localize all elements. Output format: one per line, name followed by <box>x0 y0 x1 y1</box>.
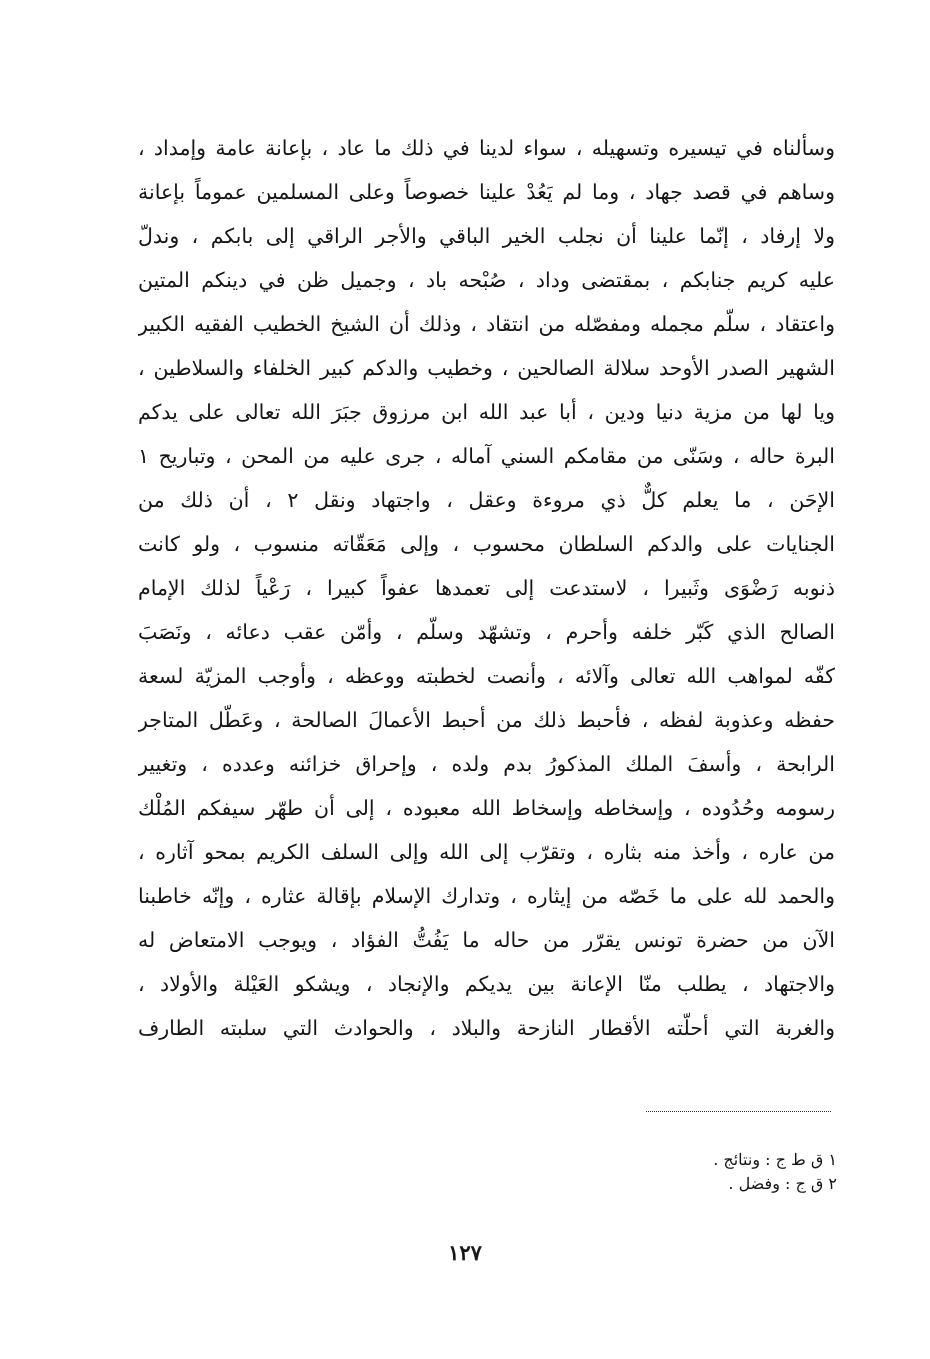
text-line: الجنايات على والدكم السلطان محسوب ، وإلى مَعَقّاته منسوب ، ولو كانت <box>138 532 835 556</box>
text-line: الآن من حضرة تونس يقرّر من حاله ما يَفُتُّ الفؤاد ، ويوجب الامتعاض له <box>138 928 835 952</box>
text-line: والغربة التي أحلّته الأقطار النازحة والبلاد ، والحوادث التي سلبته الطارف <box>138 1016 835 1040</box>
text-line: ويا لها من مزية دنيا ودين ، أبا عبد الله ابن مرزوق جبَرَ الله تعالى على يدكم <box>138 400 835 424</box>
text-line: الإحَن ، ما يعلم كلٌّ ذي مروءة وعقل ، واجتهاد ونقل ٢ ، أن ذلك من <box>138 488 835 512</box>
text-line: البرة حاله ، وسَنّى من مقامكم السني آماله ، جرى عليه من المحن ، وتباريح ١ <box>138 444 835 468</box>
text-line: ذنوبه رَضْوَى وثَبيرا ، لاستدعت إلى تعمدها عفواً كبيرا ، رَعْياً لذلك الإمام <box>138 576 835 600</box>
text-line: الصالح الذي كَبّر خلفه وأحرم ، وتشهّد وسلّم ، وأمّن عقب دعائه ، ونَصَبَ <box>138 620 835 644</box>
text-line: الشهير الصدر الأوحد سلالة الصالحين ، وخطيب والدكم كبير الخلفاء والسلاطين ، <box>138 356 835 380</box>
text-line: واعتقاد ، سلّم مجمله ومفصّله من انتقاد ، وذلك أن الشيخ الخطيب الفقيه الكبير <box>138 312 835 336</box>
text-line: الرابحة ، وأسفَ الملك المذكورُ بدم ولده ، وإحراق خزائنه وعدده ، وتغيير <box>138 752 835 776</box>
footnotes <box>537 1148 837 1196</box>
text-line: ولا إرفاد ، إنّما علينا أن نجلب الخير الباقي والأجر الراقي إلى بابكم ، وندلّ <box>138 224 835 248</box>
text-line: كفّه لمواهب الله تعالى وآلائه ، وأنصت لخطبته ووعظه ، وأوجب المزيّة لسعة <box>138 664 835 688</box>
footnote: ١ ق ط ج : ونتائج . <box>713 1150 837 1169</box>
page-number: ١٢٧ <box>448 1240 482 1265</box>
text-line: عليه كريم جنابكم ، بمقتضى وداد ، صُبْحه باد ، وجميل ظن في دينكم المتين <box>138 268 835 292</box>
text-line: وساهم في قصد جهاد ، وما لم يَعُدْ علينا خصوصاً وعلى المسلمين عموماً بإعانة <box>138 180 835 204</box>
text-line: من عاره ، وأخذ منه بثاره ، وتقرّب إلى الله وإلى السلف الكريم بمحو آثاره ، <box>138 840 835 864</box>
footnote: ٢ ق ج : وفضل . <box>728 1174 837 1193</box>
main-text-body <box>138 126 835 1050</box>
text-line: والاجتهاد ، يطلب منّا الإعانة بين يديكم والإنجاد ، ويشكو العَيْلة والأولاد ، <box>138 972 835 996</box>
text-line: رسومه وحُدُوده ، وإسخاطه وإسخاط الله معبوده ، إلى أن طهّر سيفكم المُلْك <box>138 796 835 820</box>
text-line: وسألناه في تيسيره وتسهيله ، سواء لدينا في ذلك ما عاد ، بإعانة عامة وإمداد ، <box>138 136 835 160</box>
text-line: حفظه وعذوبة لفظه ، فأحبط ذلك من أحبط الأعمالَ الصالحة ، وعَطّل المتاجر <box>138 708 835 732</box>
footnote-separator <box>646 1111 831 1112</box>
text-line: والحمد لله على ما خَصّه من إيثاره ، وتدارك الإسلام بإقالة عثاره ، وإنّه خاطبنا <box>138 884 835 908</box>
